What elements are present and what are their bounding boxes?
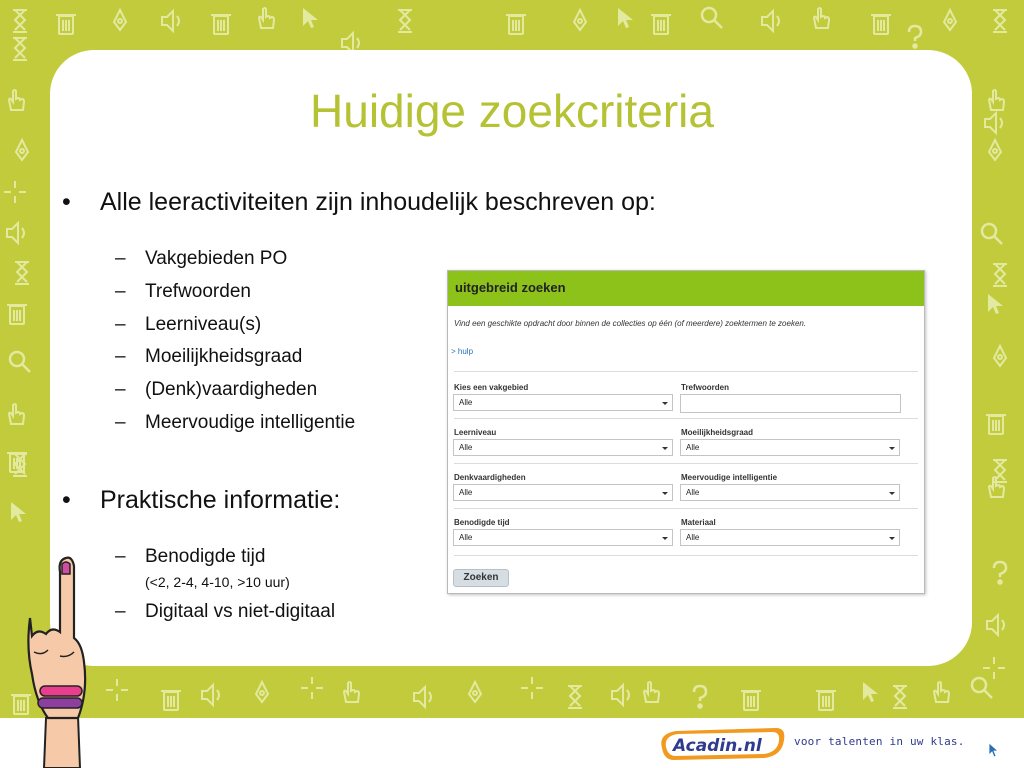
meervoudige-intelligentie-select[interactable]: Alle [680,484,900,501]
sub-item-benodigde-tijd: – Benodigde tijd [115,546,266,567]
divider [454,555,918,556]
sub-item-digitaal: – Digitaal vs niet-digitaal [115,601,336,622]
acadin-logo [658,726,788,762]
denkvaardigheden-label: Denkvaardigheden [454,473,526,482]
sub-item-denkvaardigheden: – (Denk)vaardigheden [115,379,318,400]
chevron-down-icon [889,492,895,495]
sub-item-moeilijkheidsgraad: – Moeilijkheidsgraad [115,346,303,367]
chevron-down-icon [889,537,895,540]
moeilijkheidsgraad-select[interactable]: Alle [680,439,900,456]
vakgebied-select[interactable]: Alle [453,394,673,411]
cursor-icon [988,742,1000,758]
logo-text: Acadin.nl [673,736,762,756]
divider [454,418,918,419]
benodigde-tijd-select[interactable]: Alle [453,529,673,546]
search-panel-screenshot [447,270,925,594]
sub-item-meervoudige-intelligentie: – Meervoudige intelligentie [115,412,356,433]
divider [454,508,918,509]
search-panel-description: Vind een geschikte opdracht door binnen de collecties op één (of meerdere) zoektermen te zoeken. [454,319,807,328]
search-panel-title: uitgebreid zoeken [455,280,566,295]
pattern-row-top [13,8,1007,53]
search-panel-header [448,271,924,306]
chevron-down-icon [662,537,668,540]
chevron-down-icon [662,402,668,405]
sub-item-trefwoorden: – Trefwoorden [115,281,251,302]
leerniveau-select[interactable]: Alle [453,439,673,456]
trefwoorden-input[interactable] [680,394,901,413]
denkvaardigheden-select[interactable]: Alle [453,484,673,501]
bullet-icon: • [62,188,71,216]
sub-item-benodigde-tijd-note: (<2, 2-4, 4-10, >10 uur) [145,574,290,590]
materiaal-select[interactable]: Alle [680,529,900,546]
moeilijkheidsgraad-label: Moeilijkheidsgraad [681,428,754,437]
bullet-icon: • [62,486,71,514]
tagline: voor talenten in uw klas. [794,735,965,748]
bullet-beschreven [62,188,656,217]
leerniveau-label: Leerniveau [454,428,497,437]
chevron-down-icon [889,447,895,450]
bullet-beschreven-text: Alle leeractiviteiten zijn inhoudelijk beschreven op: [100,188,656,216]
trefwoorden-label: Trefwoorden [681,383,730,392]
chevron-down-icon [662,492,668,495]
bullet-praktisch-text: Praktische informatie: [100,486,341,514]
meervoudige-intelligentie-label: Meervoudige intelligentie [681,473,778,482]
materiaal-label: Materiaal [681,518,716,527]
divider [454,371,918,372]
benodigde-tijd-label: Benodigde tijd [454,518,510,527]
sub-item-vakgebieden: – Vakgebieden PO [115,248,288,269]
pattern-column-right [982,90,1007,679]
pattern-row-bottom [11,677,992,714]
sub-item-leerniveau: – Leerniveau(s) [115,314,262,335]
raised-finger-hand-icon [8,552,98,768]
slide-title: Huidige zoekcriteria [310,85,714,137]
chevron-down-icon [662,447,668,450]
help-link[interactable]: > hulp [451,347,474,356]
bullet-praktisch [62,486,340,515]
divider [454,463,918,464]
vakgebied-label: Kies een vakgebied [454,383,529,392]
search-button[interactable]: Zoeken [453,569,509,587]
